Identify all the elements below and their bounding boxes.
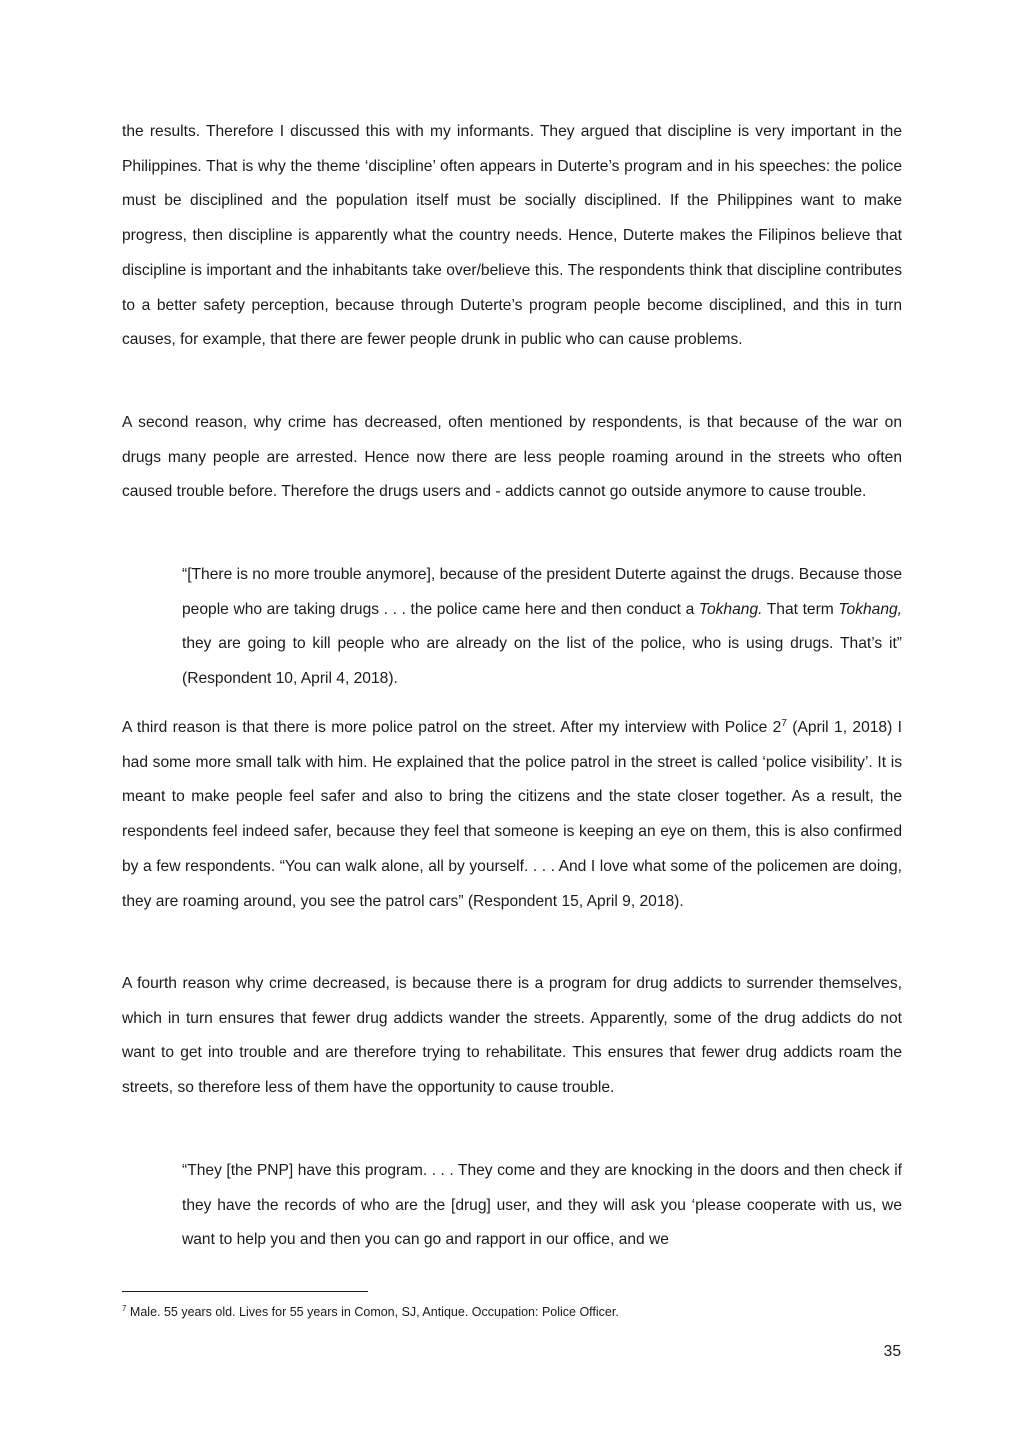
- quote-term-tokhang: Tokhang,: [838, 600, 903, 618]
- body-paragraph-discipline: the results. Therefore I discussed this with my informants. They argued that discipline is very important in the Philippines. That is why the theme ‘discipline’ often appears in Duterte’s program and in his speeches: the police must be disciplined and the population itself must be socially disciplined. If the Philippines want to make progress, then discipline is apparently what the country needs. Hence, Duterte makes the Filipinos believe that discipline is important and the inhabitants take over/believe this. The respondents think that discipline contributes to a better safety perception, because through Duterte’s program people become disciplined, and this in turn causes, for example, that there are fewer people drunk in public who can cause problems.: [122, 123, 902, 349]
- paragraph-text: A third reason is that there is more police patrol on the street. After my interview with Police 2: [122, 719, 782, 736]
- block-quote-respondent-10: [182, 558, 902, 697]
- body-paragraph-second-reason: A second reason, why crime has decreased, often mentioned by respondents, is that because of the war on drugs many people are arrested. Hence now there are less people roaming around in the streets who often caused trouble before. Therefore the drugs users and - addicts cannot go outside anymore to cause trouble.: [122, 414, 902, 501]
- body-paragraph-third-reason: [122, 711, 902, 919]
- quote-term-tokhang: Tokhang.: [698, 600, 763, 618]
- footnote-number: 7: [122, 1304, 127, 1313]
- quote-text: they are going to kill people who are already on the list of the police, who is using drugs. That’s it” (Respondent 10, April 4, 2018).: [182, 635, 902, 688]
- quote-text: That term: [762, 600, 839, 618]
- paragraph-text: (April 1, 2018) I had some more small talk with him. He explained that the police patrol in the street is called ‘police visibility’. It is meant to make people feel safer and also to bring the citizens and the state closer together. As a result, the respondents feel indeed safer, because they feel that someone is keeping an eye on them, this is also confirmed by a few respondents. “You can walk alone, all by yourself. . . . And I love what some of the policemen are doing, they are roaming around, you see the patrol cars” (Respondent 15, April 9, 2018).: [122, 719, 902, 910]
- footnote: [122, 1303, 619, 1321]
- page-number: 35: [883, 1343, 901, 1360]
- footnote-separator: [122, 1291, 368, 1292]
- footnote-reference[interactable]: 7: [781, 718, 787, 729]
- body-paragraph-fourth-reason: A fourth reason why crime decreased, is because there is a program for drug addicts to surrender themselves, which in turn ensures that fewer drug addicts wander the streets. Apparently, some of the drug addicts do not want to get into trouble and are therefore trying to rehabilitate. This ensures that fewer drug addicts roam the streets, so therefore less of them have the opportunity to cause trouble.: [122, 975, 902, 1097]
- quote-text: “[There is no more trouble anymore], because of the president Duterte against the drugs. Because those people who are taking drugs . . . the police came here and then conduct a: [182, 566, 902, 618]
- footnote-text: Male. 55 years old. Lives for 55 years in Comon, SJ, Antique. Occupation: Police Officer.: [126, 1305, 619, 1319]
- block-quote-pnp-program: “They [the PNP] have this program. . . . They come and they are knocking in the doors and then check if they have the records of who are the [drug] user, and they will ask you ‘please cooperate with us, we want to help you and then you can go and rapport in our office, and we: [182, 1162, 902, 1249]
